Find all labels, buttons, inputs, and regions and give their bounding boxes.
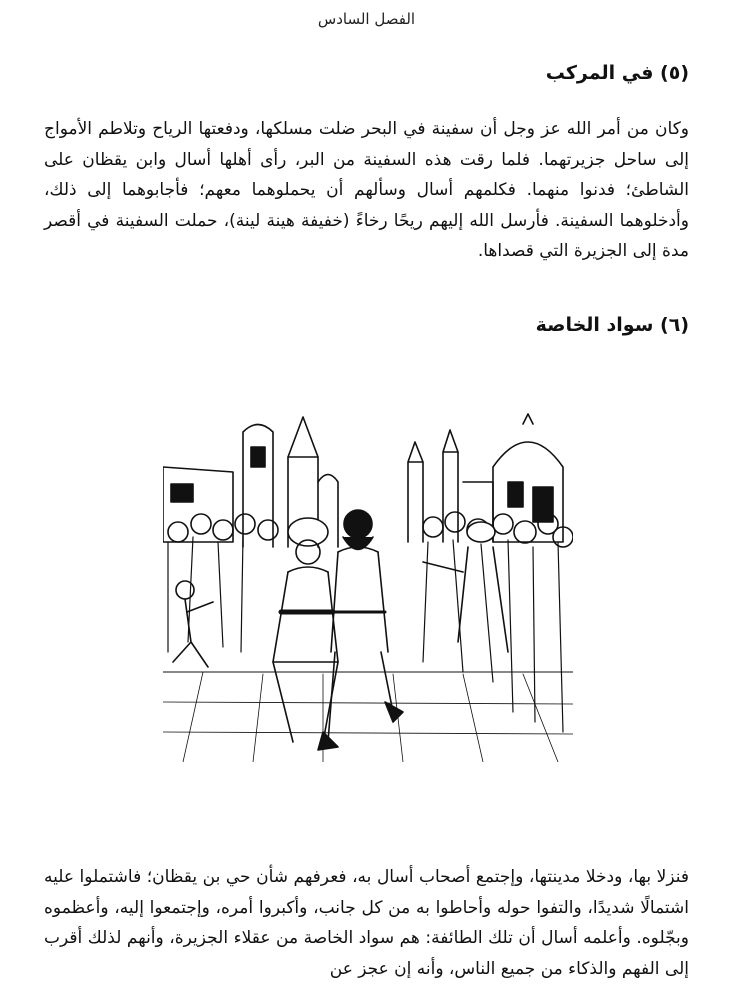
section-heading-6: (٦) سواد الخاصة [535,314,689,336]
section-5-paragraph: وكان من أمر الله عز وجل أن سفينة في البحر ضلت مسلكها، ودفعتها الرياح وتلاطم الأمواج إلى ساحل جزيرتهما. فلما رقت هذه السفينة من البر، رأى أهلها أسال وابن يقظان على الشاطئ؛ فدنوا منهما. فكلمهم أسال وسألهم أن يحملوهما معهم؛ فأجابوهما إلى ذلك، وأدخلوهما السفينة. فأرسل الله إليهم ريحًا رخاءً (خفيفة هينة لينة)، حملت السفينة في أقصر مدة إلى الجزيرة التي قصداها. [44,119,689,261]
crowd-illustration-drawing [163,412,573,762]
running-head: الفصل السادس [317,10,416,28]
section-heading-5: (٥) في المركب [545,62,689,84]
section-6-paragraph: فنزلا بها، ودخلا مدينتها، وإجتمع أصحاب أسال به، فعرفهم شأن حي بن يقظان؛ فاشتملوا عليه اشتمالًا شديدًا، والتفوا حوله وأحاطوا به من كل جانب، وأكبروا أمره، وإجتمعوا إليه، وأعظموه وبجّلوه. وأعلمه أسال أن تلك الطائفة: هم سواد الخاصة من عقلاء الجزيرة، وأنهم لذلك أقرب إلى الفهم والذكاء من جميع الناس، وأنه إن عجز عن [44,867,689,979]
crowd-illustration [163,412,573,762]
